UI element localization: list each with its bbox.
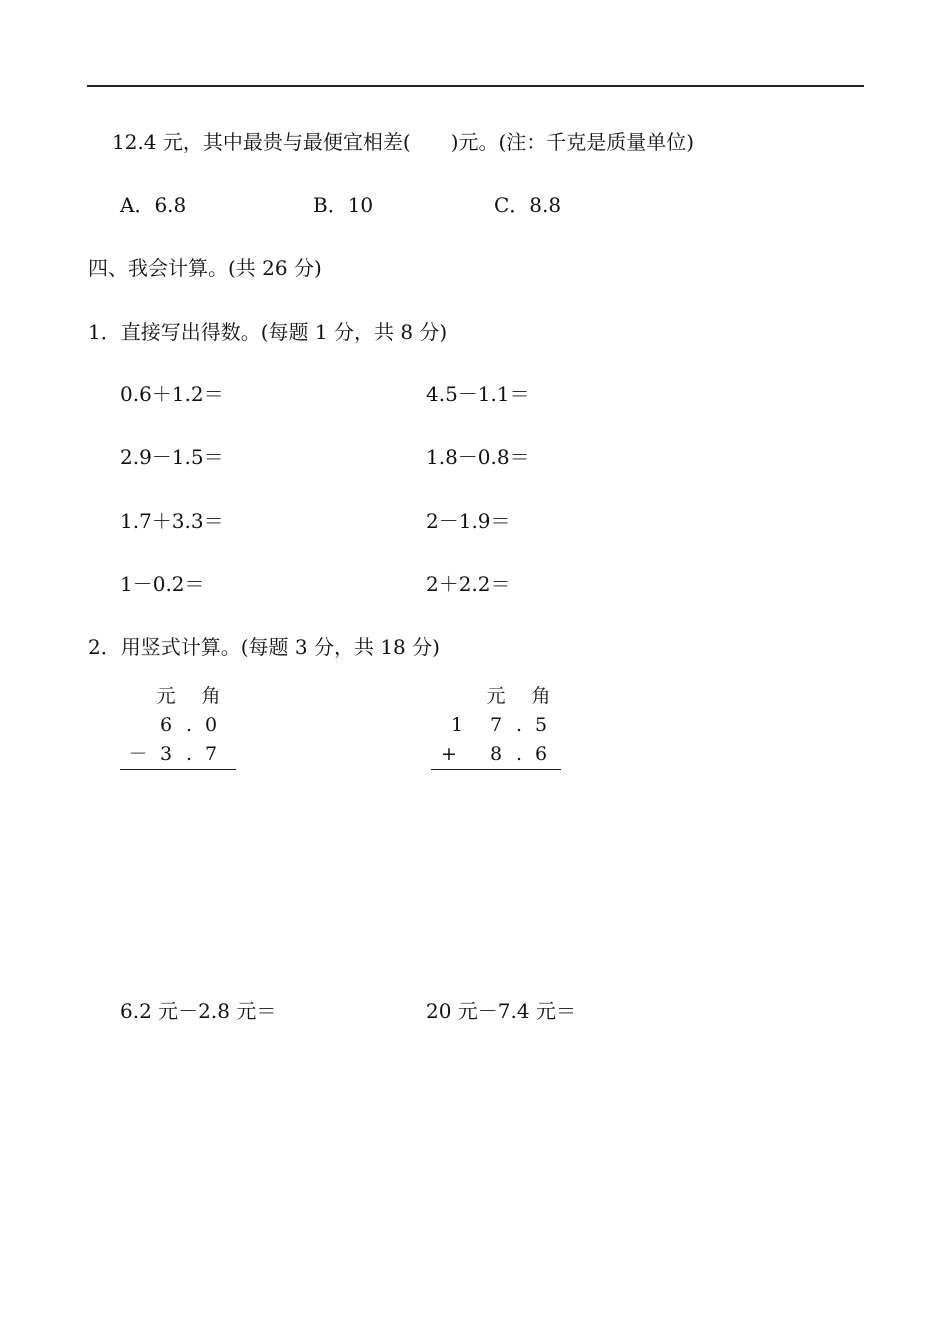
digit: 6	[159, 714, 173, 736]
q1-item: 1.7＋3.3＝	[120, 509, 224, 533]
unit-yuan: 元	[156, 685, 176, 707]
option-c: C．8.8	[494, 193, 562, 217]
unit-jiao: 角	[531, 685, 551, 707]
q1-item: 0.6＋1.2＝	[120, 382, 224, 406]
digit: 8	[489, 743, 503, 765]
decimal-point: .	[515, 743, 523, 765]
q1-item: 1－0.2＝	[120, 572, 205, 596]
unit-jiao: 角	[201, 685, 221, 707]
q2-item: 6.2 元－2.8 元＝	[120, 999, 277, 1023]
option-b: B．10	[313, 193, 374, 217]
digit: 6	[534, 743, 548, 765]
header-rule	[87, 85, 864, 87]
digit: 7	[204, 743, 218, 765]
section-four-title: 四、我会计算。(共 26 分)	[88, 256, 322, 280]
q1-title: 1．直接写出得数。(每题 1 分，共 8 分)	[88, 320, 448, 344]
digit: 7	[489, 714, 503, 736]
digit: 3	[159, 743, 173, 765]
decimal-point: .	[185, 743, 193, 765]
q1-item: 1.8－0.8＝	[426, 445, 530, 469]
option-a: A．6.8	[120, 193, 187, 217]
q2-title: 2．用竖式计算。(每题 3 分，共 18 分)	[88, 635, 440, 659]
question-tail-text: 12.4 元，其中最贵与最便宜相差( )元。(注：千克是质量单位)	[112, 130, 695, 154]
unit-yuan: 元	[486, 685, 506, 707]
underline	[120, 769, 236, 770]
decimal-point: .	[185, 714, 193, 736]
q1-item: 2＋2.2＝	[426, 572, 511, 596]
q1-item: 2.9－1.5＝	[120, 445, 224, 469]
q1-item: 2－1.9＝	[426, 509, 511, 533]
digit: 0	[204, 714, 218, 736]
q1-item: 4.5－1.1＝	[426, 382, 530, 406]
digit: 5	[534, 714, 548, 736]
q2-item: 20 元－7.4 元＝	[426, 999, 576, 1023]
digit: 1	[450, 714, 464, 736]
underline	[431, 769, 561, 770]
operator-minus: －	[128, 743, 148, 765]
operator-plus: +	[441, 743, 457, 765]
decimal-point: .	[515, 714, 523, 736]
